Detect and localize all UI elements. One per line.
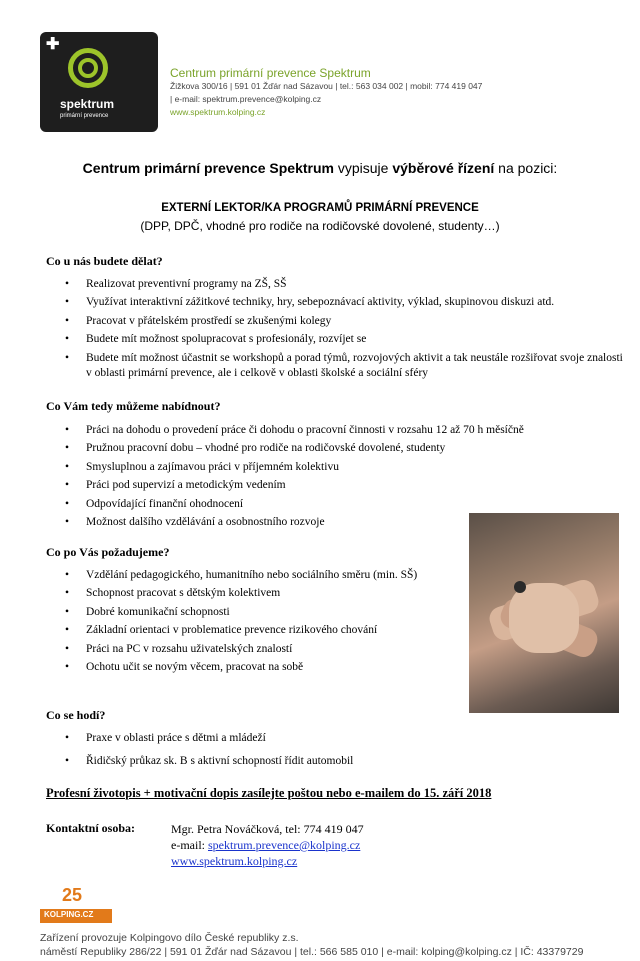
- list-item: • Budete mít možnost účastnit se workshopů a porad týmů, rozvojových aktivit a tak neustále rozšiřovat svoje znalosti v oblasti primární prevence, ale i celkově v oblasti školské a sociální sféry: [46, 351, 626, 381]
- footer-line1: Zařízení provozuje Kolpingovo dílo České republiky z.s.: [40, 932, 299, 944]
- list-item: • Dobré komunikační schopnosti: [46, 605, 456, 620]
- section-heading-duties: Co u nás budete dělat?: [46, 254, 163, 268]
- contact-web-link[interactable]: www.spektrum.kolping.cz: [171, 854, 298, 868]
- duties-list: [46, 277, 626, 384]
- section-heading-requirements: Co po Vás požadujeme?: [46, 545, 170, 559]
- nice-to-have-list: [46, 731, 546, 772]
- list-item: • Smysluplnou a zajímavou práci v příjemném kolektivu: [46, 460, 626, 475]
- list-item: • Práci na PC v rozsahu uživatelských znalostí: [46, 642, 456, 657]
- position-subtitle: (DPP, DPČ, vhodné pro rodiče na rodičovské dovolené, studenty…): [140, 219, 500, 233]
- application-deadline: Profesní životopis + motivační dopis zasílejte poštou nebo e-mailem do 15. září 2018: [46, 786, 492, 800]
- contact-email-line: [171, 837, 364, 853]
- list-item: • Realizovat preventivní programy na ZŠ, SŠ: [46, 277, 626, 292]
- list-item: • Odpovídající finanční ohodnocení: [46, 497, 626, 512]
- contact-label: Kontaktní osoba:: [46, 821, 136, 835]
- org-address: Žižkova 300/16 | 591 01 Žďár nad Sázavou | tel.: 563 034 002 | mobil: 774 419 047: [170, 81, 483, 91]
- kolping-logo-text: KOLPING.CZ: [44, 910, 94, 919]
- list-item: • Budete mít možnost spolupracovat s profesionály, rozvíjet se: [46, 332, 626, 347]
- logo-title: spektrum: [60, 97, 115, 111]
- kolping-logo: [40, 885, 112, 925]
- headline-tail: na pozici:: [494, 160, 558, 176]
- kolping-anniversary-number: 25: [62, 885, 83, 905]
- list-item: • Vzdělání pedagogického, humanitního nebo sociálního směru (min. SŠ): [46, 568, 456, 583]
- org-header: [170, 66, 482, 118]
- headline-org: Centrum primární prevence Spektrum: [82, 160, 334, 176]
- list-item: • Základní orientaci v problematice prevence rizikového chování: [46, 623, 456, 638]
- list-item: • Schopnost pracovat s dětským kolektivem: [46, 586, 456, 601]
- list-item: • Využívat interaktivní zážitkové techniky, hry, sebepoznávací aktivity, výklad, skupinovou diskuzi atd.: [46, 295, 626, 310]
- footer-line2: náměstí Republiky 286/22 | 591 01 Žďár nad Sázavou | tel.: 566 585 010 | e-mail: kolping@kolping.cz | IČ: 43379729: [40, 946, 584, 958]
- list-item: • Řidičský průkaz sk. B s aktivní schopností řídit automobil: [46, 754, 546, 769]
- contact-details: [171, 821, 364, 869]
- section-heading-offer: Co Vám tedy můžeme nabídnout?: [46, 399, 221, 413]
- list-item: • Praxe v oblasti práce s dětmi a mládeží: [46, 731, 546, 746]
- list-item: • Ochotu učit se novým věcem, pracovat na sobě: [46, 660, 456, 675]
- contact-person: Mgr. Petra Nováčková, tel: 774 419 047: [171, 822, 364, 836]
- section-heading-nice-to-have: Co se hodí?: [46, 708, 106, 722]
- org-email: | e-mail: spektrum.prevence@kolping.cz: [170, 94, 322, 104]
- position-title: EXTERNÍ LEKTOR/KA PROGRAMŮ PRIMÁRNÍ PREVENCE: [161, 202, 479, 214]
- list-item: • Práci pod supervizí a metodickým vedením: [46, 478, 626, 493]
- kolping-logo-bar: [40, 909, 112, 923]
- list-item: • Možnost dalšího vzdělávání a osobnostního rozvoje: [46, 515, 626, 530]
- plus-icon: ✚: [46, 36, 60, 53]
- list-item: • Práci na dohodu o provedení práce či dohodu o pracovní činnosti v rozsahu 12 až 70 h měsíčně: [46, 423, 626, 438]
- team-hands-photo: [469, 513, 619, 713]
- footer: [40, 931, 583, 959]
- org-name: Centrum primární prevence Spektrum: [170, 66, 371, 80]
- contact-email-prefix: e-mail:: [171, 838, 208, 852]
- spektrum-logo: [40, 32, 158, 132]
- requirements-list: [46, 568, 456, 678]
- list-item: • Pracovat v přátelském prostředí se zkušenými kolegy: [46, 314, 626, 329]
- spiral-inner-icon: [78, 58, 98, 78]
- headline: [0, 160, 640, 176]
- logo-subtitle: primární prevence: [60, 113, 109, 119]
- org-web: www.spektrum.kolping.cz: [170, 107, 266, 117]
- list-item: • Pružnou pracovní dobu – vhodné pro rodiče na rodičovské dovolené, studenty: [46, 441, 626, 456]
- contact-email-link[interactable]: spektrum.prevence@kolping.cz: [207, 838, 361, 852]
- headline-bold: výběrové řízení: [392, 160, 495, 176]
- headline-verb: vypisuje: [333, 160, 393, 176]
